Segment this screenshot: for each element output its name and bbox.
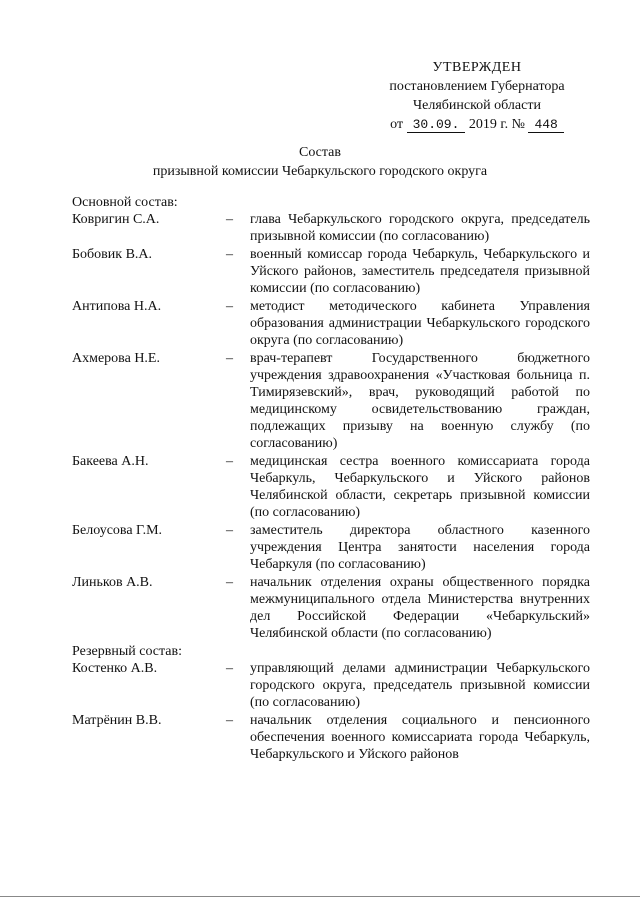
approval-title: УТВЕРЖДЕН <box>432 60 522 75</box>
member-row <box>72 712 590 763</box>
member-dash: – <box>226 661 233 676</box>
heading-line-1: Состав <box>298 145 341 160</box>
main-section-title: Основной состав: <box>72 195 178 210</box>
members-list <box>72 194 590 764</box>
page-bottom-divider <box>0 896 640 897</box>
member-row <box>72 522 590 573</box>
member-dash: – <box>226 299 233 314</box>
member-dash: – <box>226 454 233 469</box>
member-name: Бакеева А.Н. <box>72 454 149 469</box>
member-row <box>72 246 590 297</box>
member-row <box>72 350 590 452</box>
member-row <box>72 453 590 521</box>
member-name: Белоусова Г.М. <box>72 523 163 538</box>
member-role: начальник отделения социального и пенсионного обеспечения военного комиссариата города Чебаркуль, Чебаркульского и Уйского районов <box>250 713 590 762</box>
member-name: Ковригин С.А. <box>72 212 160 227</box>
member-role: медицинская сестра военного комиссариата города Чебаркуль, Чебаркульского и Уйского районов Челябинской области, секретарь призывной комиссии (по согласованию) <box>250 454 590 520</box>
member-name: Линьков А.В. <box>72 575 153 590</box>
approval-year: 2019 г. № <box>468 117 525 132</box>
member-name: Бобовик В.А. <box>72 247 153 262</box>
member-role: заместитель директора областного казенного учреждения Центра занятости населения города Чебаркуля (по согласованию) <box>250 523 590 572</box>
member-role: военный комиссар города Чебаркуль, Чебаркульского и Уйского районов, заместитель председателя призывной комиссии (по согласованию) <box>250 247 590 296</box>
approval-number: 448 <box>528 117 563 133</box>
member-dash: – <box>226 247 233 262</box>
approval-date-prefix: от <box>390 117 404 132</box>
approval-date: 30.09. <box>407 117 466 133</box>
member-name: Костенко А.В. <box>72 661 158 676</box>
document-heading <box>0 143 640 181</box>
member-role: управляющий делами администрации Чебаркульского городского округа, председатель призывной комиссии (по согласованию) <box>250 661 590 710</box>
member-dash: – <box>226 351 233 366</box>
member-row <box>72 660 590 711</box>
member-dash: – <box>226 212 233 227</box>
member-row <box>72 211 590 245</box>
member-dash: – <box>226 523 233 538</box>
member-row <box>72 574 590 642</box>
approval-date-line <box>372 115 582 134</box>
member-role: начальник отделения охраны общественного порядка межмуниципального отдела Министерства внутренних дел Российской Федерации «Чебаркульский» Челябинской области (по согласованию) <box>250 575 590 641</box>
member-dash: – <box>226 713 233 728</box>
member-role: врач-терапевт Государственного бюджетного учреждения здравоохранения «Участковая больница п. Тимирязевский», врач, руководящий работой по медицинскому освидетельствованию граждан, подлежащих призыву на военную службу (по согласованию) <box>250 351 590 451</box>
member-name: Ахмерова Н.Е. <box>72 351 160 366</box>
member-dash: – <box>226 575 233 590</box>
approval-stamp <box>372 58 582 134</box>
member-role: методист методического кабинета Управления образования администрации Чебаркульского городского округа (по согласованию) <box>250 299 590 348</box>
member-name: Матрёнин В.В. <box>72 713 162 728</box>
approval-line-1: постановлением Губернатора <box>389 79 565 94</box>
reserve-section-title: Резервный состав: <box>72 644 183 659</box>
approval-line-2: Челябинской области <box>413 98 541 113</box>
heading-line-2: призывной комиссии Чебаркульского городского округа <box>152 164 488 179</box>
member-role: глава Чебаркульского городского округа, председатель призывной комиссии (по согласованию) <box>250 212 590 244</box>
member-name: Антипова Н.А. <box>72 299 162 314</box>
member-row <box>72 298 590 349</box>
